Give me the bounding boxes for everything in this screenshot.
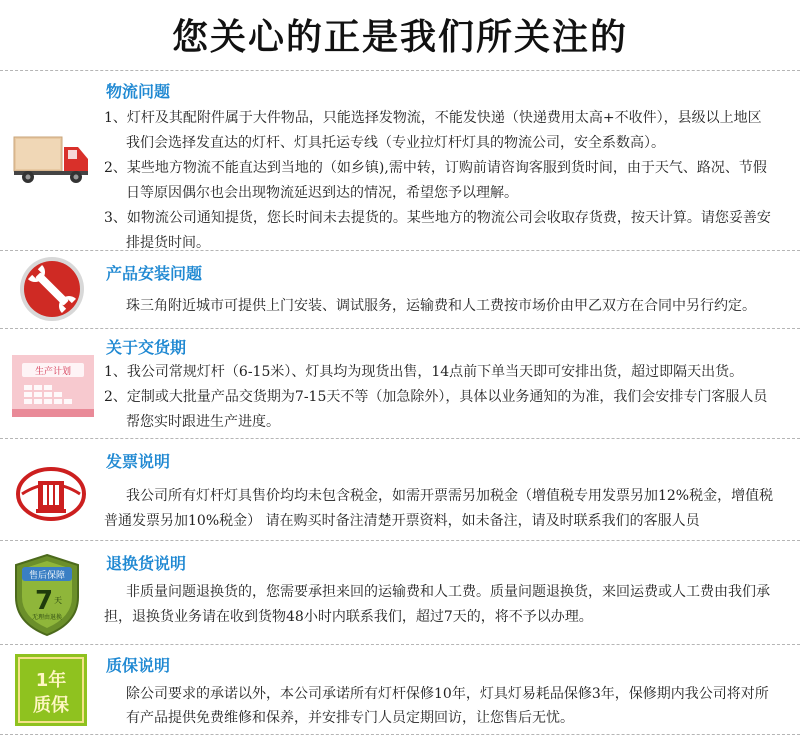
invoice-line-2: 普通发票另加10%税金） 请在购买时备注清楚开票资料，如未备注，请及时联系我们的客服人员 xyxy=(104,513,700,529)
section-logistics xyxy=(0,70,800,250)
wrench-icon xyxy=(16,255,88,327)
section-heading-invoice: 发票说明 xyxy=(106,452,171,471)
invoice-line-1: 我公司所有灯杆灯具售价均均未包含税金，如需开票需另加税金（增值税专用发票另加12%税金，增值税 xyxy=(126,488,774,504)
production-schedule-icon xyxy=(12,355,94,421)
logistics-line-1: 1、灯杆及其配附件属于大件物品，只能选择发物流，不能发快递（快递费用太高+不收件），县级以上地区 xyxy=(104,110,762,126)
svg-text:7: 7 xyxy=(34,586,54,616)
section-heading-logistics: 物流问题 xyxy=(106,82,171,101)
section-heading-returns: 退换货说明 xyxy=(106,554,187,573)
section-delivery-time xyxy=(0,328,800,438)
logistics-line-2: 我们会选择发直达的灯杆、灯具托运专线（专业拉灯杆灯具的物流公司，安全系数高）。 xyxy=(126,135,665,151)
svg-text:质保: 质保 xyxy=(33,695,69,716)
delivery-line-2: 2、定制或大批量产品交货期为7-15天不等（加急除外），具体以业务通知的为准，我们会安排专门客服人员 xyxy=(104,389,768,405)
svg-text:生产计划: 生产计划 xyxy=(34,367,72,377)
installation-line-1: 珠三角附近城市可提供上门安装、调试服务，运输费和人工费按市场价由甲乙双方在合同中另行约定。 xyxy=(126,298,756,314)
svg-text:无理由退换: 无理由退换 xyxy=(31,614,63,621)
svg-text:天: 天 xyxy=(54,596,62,605)
section-installation xyxy=(0,250,800,328)
delivery-line-3: 帮您实时跟进生产进度。 xyxy=(126,414,280,430)
section-heading-installation: 产品安装问题 xyxy=(106,264,203,283)
returns-line-2: 担，退换货业务请在收到货物48小时内联系我们，超过7天的，将不予以办理。 xyxy=(104,609,593,625)
warranty-line-1: 除公司要求的承诺以外，本公司承诺所有灯杆保修10年，灯具灯易耗品保修3年，保修期内我公司将对所 xyxy=(126,686,769,702)
tax-emblem-icon xyxy=(16,467,86,525)
returns-line-1: 非质量问题退换货的，您需要承担来回的运输费和人工费。质量问题退换货，来回运费或人工费由我们承 xyxy=(126,584,770,600)
section-heading-delivery-time: 关于交货期 xyxy=(106,338,187,357)
logistics-line-3: 2、某些地方物流不能直达到当地的（如乡镇),需中转，订购前请咨询客服到货时间，由于天气、路况、节假 xyxy=(104,160,767,176)
warranty-stamp-icon xyxy=(14,653,88,731)
section-returns xyxy=(0,540,800,644)
after-sales-shield-icon xyxy=(14,553,80,641)
warranty-line-2: 有产品提供免费维修和保养，并安排专门人员定期回访，让您售后无忧。 xyxy=(126,710,574,726)
svg-text:1年: 1年 xyxy=(35,670,67,691)
svg-text:售后保障: 售后保障 xyxy=(28,571,66,581)
page-title: 您关心的正是我们所关注的 xyxy=(171,16,628,58)
section-warranty xyxy=(0,644,800,734)
section-invoice xyxy=(0,438,800,540)
logistics-line-5: 3、如物流公司通知提货，您长时间未去提货的。某些地方的物流公司会收取存货费，按天计算。请您妥善安 xyxy=(104,210,771,226)
delivery-line-1: 1、我公司常规灯杆（6-15米）、灯具均为现货出售，14点前下单当天即可安排出货，超过即隔天出货。 xyxy=(104,364,744,380)
logistics-line-6: 排提货时间。 xyxy=(126,235,210,251)
logistics-line-4: 日等原因偶尔也会出现物流延迟到达的情况，希望您予以理解。 xyxy=(126,185,518,201)
section-heading-warranty: 质保说明 xyxy=(106,656,171,675)
delivery-truck-icon xyxy=(12,133,92,189)
